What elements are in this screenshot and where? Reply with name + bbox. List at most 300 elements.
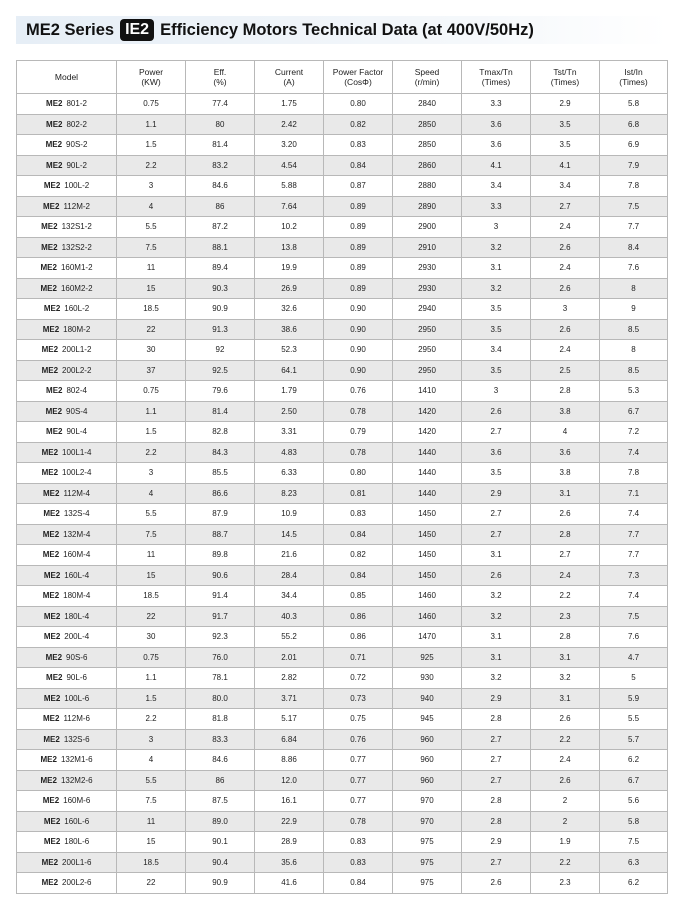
current-cell: 10.2	[255, 217, 324, 238]
power-factor-cell: 0.89	[324, 237, 393, 258]
tmax-tn-cell: 2.7	[462, 852, 531, 873]
current-cell: 64.1	[255, 360, 324, 381]
model-cell	[17, 299, 117, 320]
tst-tn-cell: 2.2	[531, 729, 600, 750]
tst-tn-cell: 2.4	[531, 340, 600, 361]
speed-cell: 970	[393, 791, 462, 812]
current-cell: 35.6	[255, 852, 324, 873]
ist-in-cell: 7.6	[600, 627, 668, 648]
column-header-line: (r/min)	[414, 77, 440, 87]
tst-tn-cell: 1.9	[531, 832, 600, 853]
efficiency-cell: 92	[186, 340, 255, 361]
power-cell: 0.75	[117, 381, 186, 402]
model-code: 180M-2	[63, 324, 91, 334]
tmax-tn-cell: 2.9	[462, 483, 531, 504]
power-cell: 0.75	[117, 94, 186, 115]
model-series: ME2	[43, 837, 61, 847]
power-factor-cell: 0.84	[324, 873, 393, 894]
efficiency-cell: 87.5	[186, 791, 255, 812]
power-factor-cell: 0.79	[324, 422, 393, 443]
power-factor-cell: 0.90	[324, 319, 393, 340]
ist-in-cell: 5.3	[600, 381, 668, 402]
efficiency-cell: 80.0	[186, 688, 255, 709]
column-header-tmax-tn	[462, 61, 531, 94]
table-row	[17, 524, 668, 545]
column-header-line: (A)	[283, 77, 295, 87]
model-cell	[17, 504, 117, 525]
power-factor-cell: 0.89	[324, 258, 393, 279]
column-header-line: (Times)	[550, 77, 580, 87]
power-cell: 4	[117, 750, 186, 771]
efficiency-cell: 90.9	[186, 873, 255, 894]
model-cell	[17, 278, 117, 299]
current-cell: 14.5	[255, 524, 324, 545]
column-header-line: (KW)	[141, 77, 161, 87]
current-cell: 19.9	[255, 258, 324, 279]
column-header-line: (Times)	[481, 77, 511, 87]
tmax-tn-cell: 2.7	[462, 422, 531, 443]
table-row	[17, 483, 668, 504]
tmax-tn-cell: 2.9	[462, 832, 531, 853]
ist-in-cell: 7.8	[600, 176, 668, 197]
efficiency-cell: 84.3	[186, 442, 255, 463]
tmax-tn-cell: 3.6	[462, 114, 531, 135]
ist-in-cell: 6.8	[600, 114, 668, 135]
model-cell	[17, 483, 117, 504]
table-row	[17, 135, 668, 156]
speed-cell: 2950	[393, 360, 462, 381]
power-cell: 7.5	[117, 237, 186, 258]
speed-cell: 2930	[393, 258, 462, 279]
power-cell: 2.2	[117, 442, 186, 463]
ist-in-cell: 6.9	[600, 135, 668, 156]
efficiency-cell: 87.9	[186, 504, 255, 525]
speed-cell: 930	[393, 668, 462, 689]
power-factor-cell: 0.83	[324, 852, 393, 873]
ist-in-cell: 8.4	[600, 237, 668, 258]
speed-cell: 960	[393, 770, 462, 791]
efficiency-cell: 89.8	[186, 545, 255, 566]
current-cell: 22.9	[255, 811, 324, 832]
table-row	[17, 463, 668, 484]
column-header-efficiency	[186, 61, 255, 94]
tst-tn-cell: 3.8	[531, 463, 600, 484]
model-code: 180L-6	[64, 837, 90, 847]
table-row	[17, 176, 668, 197]
model-code: 90L-4	[66, 427, 87, 437]
model-cell	[17, 381, 117, 402]
table-row	[17, 811, 668, 832]
model-series: ME2	[43, 201, 60, 211]
table-row	[17, 832, 668, 853]
model-cell	[17, 873, 117, 894]
power-factor-cell: 0.82	[324, 114, 393, 135]
current-cell: 16.1	[255, 791, 324, 812]
model-series: ME2	[43, 734, 60, 744]
ist-in-cell: 5.5	[600, 709, 668, 730]
power-factor-cell: 0.84	[324, 524, 393, 545]
efficiency-cell: 80	[186, 114, 255, 135]
column-header-line: Current	[274, 67, 304, 77]
model-code: 100L1-4	[62, 447, 92, 457]
efficiency-cell: 87.2	[186, 217, 255, 238]
tst-tn-cell: 2.2	[531, 586, 600, 607]
speed-cell: 2940	[393, 299, 462, 320]
tst-tn-cell: 2.6	[531, 319, 600, 340]
model-series: ME2	[42, 591, 60, 601]
power-cell: 2.2	[117, 155, 186, 176]
tst-tn-cell: 4	[531, 422, 600, 443]
table-row	[17, 155, 668, 176]
current-cell: 4.83	[255, 442, 324, 463]
speed-cell: 2950	[393, 319, 462, 340]
model-series: ME2	[41, 222, 58, 232]
efficiency-cell: 90.1	[186, 832, 255, 853]
current-cell: 3.20	[255, 135, 324, 156]
model-series: ME2	[40, 775, 57, 785]
ie2-badge: IE2	[120, 19, 154, 41]
table-row	[17, 668, 668, 689]
power-factor-cell: 0.77	[324, 791, 393, 812]
tst-tn-cell: 3.8	[531, 401, 600, 422]
model-cell	[17, 852, 117, 873]
tst-tn-cell: 3.5	[531, 114, 600, 135]
current-cell: 52.3	[255, 340, 324, 361]
table-row	[17, 442, 668, 463]
tst-tn-cell: 2.6	[531, 770, 600, 791]
power-cell: 3	[117, 729, 186, 750]
power-cell: 11	[117, 811, 186, 832]
current-cell: 26.9	[255, 278, 324, 299]
model-code: 160L-6	[64, 816, 90, 826]
speed-cell: 1470	[393, 627, 462, 648]
table-row	[17, 709, 668, 730]
tmax-tn-cell: 2.8	[462, 791, 531, 812]
table-row	[17, 852, 668, 873]
speed-cell: 975	[393, 873, 462, 894]
ist-in-cell: 6.2	[600, 750, 668, 771]
ist-in-cell: 5	[600, 668, 668, 689]
power-cell: 22	[117, 606, 186, 627]
table-row	[17, 647, 668, 668]
tmax-tn-cell: 3.5	[462, 360, 531, 381]
efficiency-cell: 81.8	[186, 709, 255, 730]
model-series: ME2	[46, 427, 63, 437]
table-row	[17, 114, 668, 135]
tst-tn-cell: 2.6	[531, 504, 600, 525]
tmax-tn-cell: 3.2	[462, 586, 531, 607]
speed-cell: 1440	[393, 483, 462, 504]
model-series: ME2	[43, 181, 61, 191]
model-code: 90S-6	[66, 652, 88, 662]
tst-tn-cell: 3.2	[531, 668, 600, 689]
model-cell	[17, 176, 117, 197]
column-header-line: (CosΦ)	[344, 77, 372, 87]
power-factor-cell: 0.90	[324, 360, 393, 381]
ist-in-cell: 7.4	[600, 504, 668, 525]
power-cell: 15	[117, 832, 186, 853]
power-factor-cell: 0.76	[324, 381, 393, 402]
model-code: 132M2-6	[60, 775, 93, 785]
efficiency-cell: 84.6	[186, 750, 255, 771]
efficiency-cell: 82.8	[186, 422, 255, 443]
model-code: 160L-4	[64, 570, 90, 580]
ist-in-cell: 6.3	[600, 852, 668, 873]
speed-cell: 960	[393, 729, 462, 750]
model-series: ME2	[45, 140, 63, 150]
current-cell: 28.9	[255, 832, 324, 853]
efficiency-cell: 85.5	[186, 463, 255, 484]
model-cell	[17, 196, 117, 217]
efficiency-cell: 79.6	[186, 381, 255, 402]
table-row	[17, 360, 668, 381]
table-row	[17, 258, 668, 279]
efficiency-cell: 88.7	[186, 524, 255, 545]
ist-in-cell: 7.4	[600, 442, 668, 463]
model-cell	[17, 401, 117, 422]
power-cell: 18.5	[117, 852, 186, 873]
ist-in-cell: 7.1	[600, 483, 668, 504]
tst-tn-cell: 2	[531, 811, 600, 832]
tmax-tn-cell: 3.2	[462, 278, 531, 299]
power-factor-cell: 0.84	[324, 155, 393, 176]
ist-in-cell: 7.9	[600, 155, 668, 176]
ist-in-cell: 8	[600, 340, 668, 361]
tmax-tn-cell: 3.3	[462, 94, 531, 115]
ist-in-cell: 5.7	[600, 729, 668, 750]
model-code: 112M-4	[63, 488, 90, 498]
model-series: ME2	[41, 878, 59, 888]
tst-tn-cell: 2.6	[531, 278, 600, 299]
tst-tn-cell: 2.6	[531, 237, 600, 258]
table-row	[17, 750, 668, 771]
speed-cell: 1410	[393, 381, 462, 402]
efficiency-cell: 90.6	[186, 565, 255, 586]
efficiency-cell: 92.3	[186, 627, 255, 648]
ist-in-cell: 6.2	[600, 873, 668, 894]
technical-data-table	[16, 60, 668, 894]
table-row	[17, 565, 668, 586]
ist-in-cell: 7.7	[600, 545, 668, 566]
current-cell: 5.88	[255, 176, 324, 197]
speed-cell: 970	[393, 811, 462, 832]
tst-tn-cell: 2	[531, 791, 600, 812]
efficiency-cell: 90.9	[186, 299, 255, 320]
speed-cell: 2850	[393, 135, 462, 156]
model-code: 160M-6	[63, 796, 91, 806]
tst-tn-cell: 2.4	[531, 258, 600, 279]
speed-cell: 1450	[393, 565, 462, 586]
current-cell: 1.79	[255, 381, 324, 402]
model-cell	[17, 565, 117, 586]
model-series: ME2	[40, 263, 57, 273]
power-cell: 1.5	[117, 422, 186, 443]
current-cell: 38.6	[255, 319, 324, 340]
current-cell: 40.3	[255, 606, 324, 627]
power-factor-cell: 0.85	[324, 586, 393, 607]
tst-tn-cell: 2.2	[531, 852, 600, 873]
current-cell: 10.9	[255, 504, 324, 525]
tmax-tn-cell: 3.5	[462, 463, 531, 484]
column-header-line: (Times)	[619, 77, 648, 87]
efficiency-cell: 91.4	[186, 586, 255, 607]
efficiency-cell: 89.0	[186, 811, 255, 832]
ist-in-cell: 5.8	[600, 811, 668, 832]
speed-cell: 975	[393, 832, 462, 853]
power-cell: 4	[117, 483, 186, 504]
tmax-tn-cell: 3.2	[462, 606, 531, 627]
table-row	[17, 217, 668, 238]
table-row	[17, 94, 668, 115]
power-cell: 4	[117, 196, 186, 217]
tst-tn-cell: 2.6	[531, 709, 600, 730]
power-cell: 1.5	[117, 688, 186, 709]
efficiency-cell: 86.6	[186, 483, 255, 504]
ist-in-cell: 7.5	[600, 196, 668, 217]
tmax-tn-cell: 2.6	[462, 873, 531, 894]
model-series: ME2	[43, 714, 60, 724]
power-cell: 1.1	[117, 401, 186, 422]
tst-tn-cell: 3.1	[531, 647, 600, 668]
model-cell	[17, 586, 117, 607]
power-factor-cell: 0.72	[324, 668, 393, 689]
tmax-tn-cell: 3.1	[462, 627, 531, 648]
current-cell: 2.50	[255, 401, 324, 422]
current-cell: 55.2	[255, 627, 324, 648]
tst-tn-cell: 3.6	[531, 442, 600, 463]
speed-cell: 2910	[393, 237, 462, 258]
table-row	[17, 545, 668, 566]
model-cell	[17, 750, 117, 771]
model-cell	[17, 442, 117, 463]
tst-tn-cell: 3.5	[531, 135, 600, 156]
table-row	[17, 873, 668, 894]
tmax-tn-cell: 4.1	[462, 155, 531, 176]
efficiency-cell: 83.3	[186, 729, 255, 750]
speed-cell: 1450	[393, 504, 462, 525]
current-cell: 1.75	[255, 94, 324, 115]
current-cell: 4.54	[255, 155, 324, 176]
efficiency-cell: 76.0	[186, 647, 255, 668]
model-cell	[17, 340, 117, 361]
ist-in-cell: 8.5	[600, 360, 668, 381]
model-cell	[17, 668, 117, 689]
model-code: 160L-2	[64, 304, 90, 314]
current-cell: 5.17	[255, 709, 324, 730]
speed-cell: 1420	[393, 422, 462, 443]
efficiency-cell: 86	[186, 770, 255, 791]
model-cell	[17, 545, 117, 566]
power-cell: 22	[117, 319, 186, 340]
power-factor-cell: 0.77	[324, 750, 393, 771]
model-series: ME2	[46, 386, 63, 396]
power-factor-cell: 0.83	[324, 135, 393, 156]
power-cell: 0.75	[117, 647, 186, 668]
table-row	[17, 278, 668, 299]
current-cell: 12.0	[255, 770, 324, 791]
power-factor-cell: 0.84	[324, 565, 393, 586]
model-series: ME2	[46, 119, 63, 129]
model-code: 100L-2	[64, 181, 90, 191]
efficiency-cell: 78.1	[186, 668, 255, 689]
model-code: 132S2-2	[61, 242, 92, 252]
tst-tn-cell: 2.7	[531, 196, 600, 217]
ist-in-cell: 8.5	[600, 319, 668, 340]
ist-in-cell: 5.6	[600, 791, 668, 812]
column-header-line: (%)	[213, 77, 227, 87]
efficiency-cell: 89.4	[186, 258, 255, 279]
tst-tn-cell: 2.9	[531, 94, 600, 115]
model-cell	[17, 94, 117, 115]
model-series: ME2	[41, 365, 59, 375]
tmax-tn-cell: 2.6	[462, 565, 531, 586]
model-series: ME2	[43, 632, 61, 642]
model-cell	[17, 524, 117, 545]
power-cell: 3	[117, 463, 186, 484]
ist-in-cell: 5.9	[600, 688, 668, 709]
efficiency-cell: 77.4	[186, 94, 255, 115]
table-row	[17, 791, 668, 812]
model-series: ME2	[43, 509, 60, 519]
model-series: ME2	[43, 816, 61, 826]
speed-cell: 2900	[393, 217, 462, 238]
model-code: 200L2-6	[62, 878, 92, 888]
tmax-tn-cell: 3.3	[462, 196, 531, 217]
ist-in-cell: 6.7	[600, 401, 668, 422]
table-header-row	[17, 61, 668, 94]
tmax-tn-cell: 3.6	[462, 442, 531, 463]
current-cell: 41.6	[255, 873, 324, 894]
model-code: 180M-4	[63, 591, 91, 601]
tst-tn-cell: 3	[531, 299, 600, 320]
current-cell: 6.84	[255, 729, 324, 750]
speed-cell: 2930	[393, 278, 462, 299]
power-cell: 2.2	[117, 709, 186, 730]
model-code: 112M-2	[63, 201, 90, 211]
power-factor-cell: 0.86	[324, 606, 393, 627]
power-factor-cell: 0.80	[324, 94, 393, 115]
power-cell: 30	[117, 340, 186, 361]
power-cell: 1.5	[117, 135, 186, 156]
tmax-tn-cell: 3.1	[462, 545, 531, 566]
model-series: ME2	[45, 652, 63, 662]
tmax-tn-cell: 3.1	[462, 258, 531, 279]
efficiency-cell: 90.3	[186, 278, 255, 299]
column-header-line: Ist/In	[624, 67, 643, 77]
speed-cell: 1450	[393, 545, 462, 566]
speed-cell: 2850	[393, 114, 462, 135]
column-header-model	[17, 61, 117, 94]
model-series: ME2	[42, 796, 60, 806]
power-cell: 11	[117, 258, 186, 279]
model-cell	[17, 360, 117, 381]
tmax-tn-cell: 3.4	[462, 340, 531, 361]
tst-tn-cell: 2.4	[531, 565, 600, 586]
current-cell: 2.01	[255, 647, 324, 668]
tst-tn-cell: 4.1	[531, 155, 600, 176]
current-cell: 28.4	[255, 565, 324, 586]
tmax-tn-cell: 3.2	[462, 237, 531, 258]
model-series: ME2	[41, 468, 59, 478]
speed-cell: 1440	[393, 442, 462, 463]
ist-in-cell: 7.5	[600, 832, 668, 853]
table-row	[17, 196, 668, 217]
power-factor-cell: 0.77	[324, 770, 393, 791]
model-series: ME2	[43, 693, 61, 703]
table-row	[17, 340, 668, 361]
efficiency-cell: 83.2	[186, 155, 255, 176]
power-cell: 18.5	[117, 299, 186, 320]
